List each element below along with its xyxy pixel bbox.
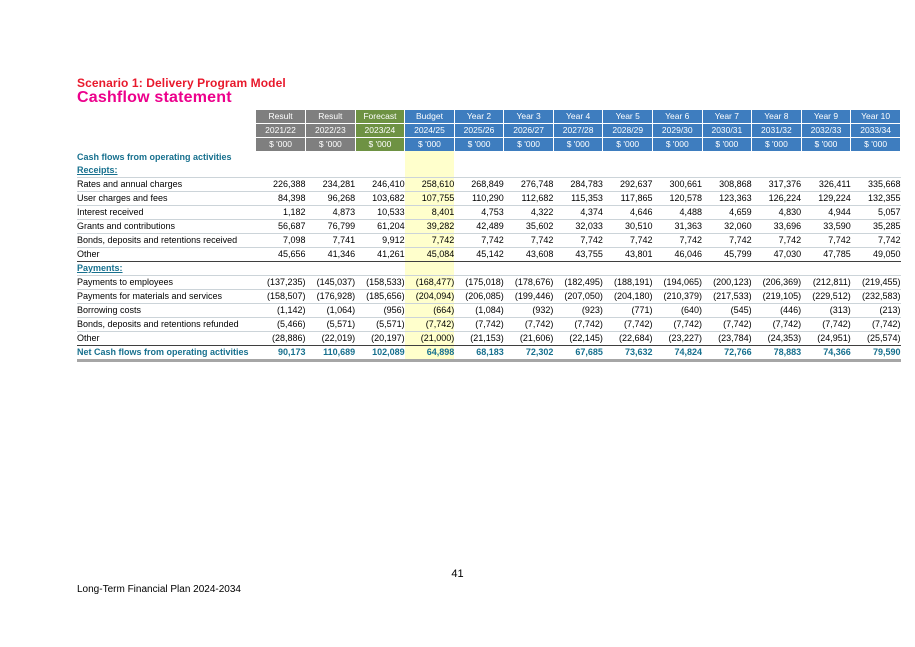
cell-value: (217,533) <box>702 290 752 304</box>
cell-value: 317,376 <box>752 178 802 192</box>
table-row <box>77 248 901 262</box>
column-header-year: 2023/24 <box>355 124 405 138</box>
cell-value: (7,742) <box>405 318 455 332</box>
cell-value <box>405 151 455 164</box>
row-label: Payments: <box>77 262 256 276</box>
header-blank-cell <box>77 110 256 124</box>
cell-value: 276,748 <box>504 178 554 192</box>
cell-value: 45,084 <box>405 248 455 262</box>
cell-value: 47,030 <box>752 248 802 262</box>
column-header-year: 2033/34 <box>851 124 901 138</box>
cell-value: 31,363 <box>653 220 703 234</box>
cell-value: (175,018) <box>454 276 504 290</box>
cell-value: 4,659 <box>702 206 752 220</box>
cell-value: 129,224 <box>801 192 851 206</box>
cell-value <box>653 151 703 164</box>
cell-value: (199,446) <box>504 290 554 304</box>
column-header-unit: $ '000 <box>504 138 554 152</box>
cell-value <box>256 164 306 178</box>
cell-value: 43,801 <box>603 248 653 262</box>
cell-value <box>454 151 504 164</box>
cell-value: (23,784) <box>702 332 752 346</box>
cell-value <box>256 262 306 276</box>
cell-value <box>801 151 851 164</box>
table-row <box>77 234 901 248</box>
cell-value: (206,085) <box>454 290 504 304</box>
cell-value <box>355 262 405 276</box>
cell-value <box>653 262 703 276</box>
cell-value: 67,685 <box>553 346 603 361</box>
column-header-year: 2031/32 <box>752 124 802 138</box>
cell-value: 7,742 <box>851 234 901 248</box>
cell-value: (7,742) <box>653 318 703 332</box>
cell-value: (188,191) <box>603 276 653 290</box>
cell-value: 4,830 <box>752 206 802 220</box>
cell-value: (923) <box>553 304 603 318</box>
cell-value: 7,742 <box>454 234 504 248</box>
cell-value: (7,742) <box>752 318 802 332</box>
cell-value: (204,180) <box>603 290 653 304</box>
cell-value: (23,227) <box>653 332 703 346</box>
cell-value: (956) <box>355 304 405 318</box>
cell-value: (7,742) <box>801 318 851 332</box>
cell-value: 68,183 <box>454 346 504 361</box>
cell-value: 41,346 <box>306 248 356 262</box>
column-header-year: 2028/29 <box>603 124 653 138</box>
cell-value: 226,388 <box>256 178 306 192</box>
cell-value: 90,173 <box>256 346 306 361</box>
cell-value: 8,401 <box>405 206 455 220</box>
cell-value <box>553 164 603 178</box>
cell-value: 72,302 <box>504 346 554 361</box>
row-label: Other <box>77 332 256 346</box>
column-header-unit: $ '000 <box>306 138 356 152</box>
cell-value <box>653 164 703 178</box>
row-label: Net Cash flows from operating activities <box>77 346 256 361</box>
cell-value: 7,742 <box>405 234 455 248</box>
cell-value: 45,656 <box>256 248 306 262</box>
cell-value: 7,742 <box>801 234 851 248</box>
cell-value: (194,065) <box>653 276 703 290</box>
cell-value: (21,153) <box>454 332 504 346</box>
cell-value: (182,495) <box>553 276 603 290</box>
column-header-unit: $ '000 <box>851 138 901 152</box>
cell-value: (1,142) <box>256 304 306 318</box>
cell-value <box>553 151 603 164</box>
cell-value: (176,928) <box>306 290 356 304</box>
cell-value <box>702 151 752 164</box>
cell-value: 117,865 <box>603 192 653 206</box>
cell-value: 41,261 <box>355 248 405 262</box>
column-header-label: Year 2 <box>454 110 504 124</box>
cell-value: 7,742 <box>553 234 603 248</box>
column-header-year: 2030/31 <box>702 124 752 138</box>
cell-value: (204,094) <box>405 290 455 304</box>
cell-value: 39,282 <box>405 220 455 234</box>
cell-value: 284,783 <box>553 178 603 192</box>
page-title: Cashflow statement <box>77 89 232 106</box>
column-header-year: 2027/28 <box>553 124 603 138</box>
cell-value: 4,322 <box>504 206 554 220</box>
column-header-unit: $ '000 <box>454 138 504 152</box>
cell-value <box>355 151 405 164</box>
cell-value <box>752 262 802 276</box>
column-header-year: 2022/23 <box>306 124 356 138</box>
cell-value: 103,682 <box>355 192 405 206</box>
cell-value <box>405 262 455 276</box>
cell-value: (24,353) <box>752 332 802 346</box>
cell-value: 43,608 <box>504 248 554 262</box>
cell-value <box>504 262 554 276</box>
row-label: Rates and annual charges <box>77 178 256 192</box>
cell-value: 64,898 <box>405 346 455 361</box>
cell-value: (7,742) <box>553 318 603 332</box>
column-header-unit: $ '000 <box>653 138 703 152</box>
cell-value: 258,610 <box>405 178 455 192</box>
column-header-label: Result <box>256 110 306 124</box>
cell-value: 7,742 <box>504 234 554 248</box>
cell-value: 7,741 <box>306 234 356 248</box>
column-header-label: Year 4 <box>553 110 603 124</box>
cell-value: 35,285 <box>851 220 901 234</box>
cell-value <box>752 151 802 164</box>
cell-value: 4,374 <box>553 206 603 220</box>
cell-value <box>851 164 901 178</box>
cell-value: (1,064) <box>306 304 356 318</box>
table-row <box>77 332 901 346</box>
column-header-label: Result <box>306 110 356 124</box>
cell-value: 4,873 <box>306 206 356 220</box>
table-row <box>77 304 901 318</box>
column-header-label: Year 9 <box>801 110 851 124</box>
column-header-unit: $ '000 <box>752 138 802 152</box>
cell-value <box>603 151 653 164</box>
cell-value: (210,379) <box>653 290 703 304</box>
cell-value: 4,753 <box>454 206 504 220</box>
cell-value: (640) <box>653 304 703 318</box>
cell-value <box>454 262 504 276</box>
cell-value: (22,684) <box>603 332 653 346</box>
column-header-label: Year 6 <box>653 110 703 124</box>
cell-value: (206,369) <box>752 276 802 290</box>
footer-text: Long-Term Financial Plan 2024-2034 <box>77 584 241 595</box>
cell-value: 112,682 <box>504 192 554 206</box>
row-label: Receipts: <box>77 164 256 178</box>
cell-value: (229,512) <box>801 290 851 304</box>
cell-value: (771) <box>603 304 653 318</box>
table-row <box>77 318 901 332</box>
column-header-label: Year 8 <box>752 110 802 124</box>
cell-value: (22,019) <box>306 332 356 346</box>
cell-value: 123,363 <box>702 192 752 206</box>
page-number: 41 <box>451 568 464 580</box>
table-row <box>77 276 901 290</box>
cell-value: 292,637 <box>603 178 653 192</box>
cell-value: (22,145) <box>553 332 603 346</box>
cell-value: (200,123) <box>702 276 752 290</box>
cell-value: (932) <box>504 304 554 318</box>
cell-value <box>504 164 554 178</box>
table-row <box>77 290 901 304</box>
cell-value: 7,742 <box>702 234 752 248</box>
row-label: Bonds, deposits and retentions received <box>77 234 256 248</box>
cell-value: 4,488 <box>653 206 703 220</box>
table-row <box>77 164 901 178</box>
header-blank-cell <box>77 138 256 152</box>
row-label: Cash flows from operating activities <box>77 152 232 162</box>
cell-value: 46,046 <box>653 248 703 262</box>
cell-value: (7,742) <box>504 318 554 332</box>
cell-value: 132,355 <box>851 192 901 206</box>
cell-value: 30,510 <box>603 220 653 234</box>
cell-value: 32,060 <box>702 220 752 234</box>
row-label: Payments to employees <box>77 276 256 290</box>
cell-value: 32,033 <box>553 220 603 234</box>
cell-value: (21,000) <box>405 332 455 346</box>
column-header-unit: $ '000 <box>801 138 851 152</box>
cell-value: (137,235) <box>256 276 306 290</box>
table-row <box>77 346 901 361</box>
cell-value: 300,661 <box>653 178 703 192</box>
cell-value: (158,533) <box>355 276 405 290</box>
cell-value: (213) <box>851 304 901 318</box>
column-header-label: Forecast <box>355 110 405 124</box>
cell-value: 78,883 <box>752 346 802 361</box>
cell-value: 35,602 <box>504 220 554 234</box>
column-header-year: 2029/30 <box>653 124 703 138</box>
cell-value: (178,676) <box>504 276 554 290</box>
cell-value: 5,057 <box>851 206 901 220</box>
cell-value: (7,742) <box>454 318 504 332</box>
cell-value <box>801 262 851 276</box>
cell-value: (25,574) <box>851 332 901 346</box>
header-blank-cell <box>77 124 256 138</box>
cell-value <box>801 164 851 178</box>
cell-value: 73,632 <box>603 346 653 361</box>
row-label: Bonds, deposits and retentions refunded <box>77 318 256 332</box>
cell-value: 107,755 <box>405 192 455 206</box>
cell-value: (1,084) <box>454 304 504 318</box>
cell-value <box>553 262 603 276</box>
cell-value: 33,590 <box>801 220 851 234</box>
cell-value: 234,281 <box>306 178 356 192</box>
cell-value: 56,687 <box>256 220 306 234</box>
row-label: Grants and contributions <box>77 220 256 234</box>
cell-value <box>702 262 752 276</box>
cell-value: 49,050 <box>851 248 901 262</box>
cell-value: (20,197) <box>355 332 405 346</box>
cell-value: (212,811) <box>801 276 851 290</box>
cell-value: 84,398 <box>256 192 306 206</box>
table-row <box>77 151 901 164</box>
cell-value: 102,089 <box>355 346 405 361</box>
cell-value: 96,268 <box>306 192 356 206</box>
column-header-unit: $ '000 <box>405 138 455 152</box>
cell-value: 335,668 <box>851 178 901 192</box>
cell-value: 43,755 <box>553 248 603 262</box>
cell-value: 110,689 <box>306 346 356 361</box>
cell-value: 1,182 <box>256 206 306 220</box>
cell-value: 45,799 <box>702 248 752 262</box>
cell-value <box>355 164 405 178</box>
cell-value: 110,290 <box>454 192 504 206</box>
cell-value <box>603 164 653 178</box>
column-header-label: Budget <box>405 110 455 124</box>
cell-value <box>504 151 554 164</box>
column-header-year: 2021/22 <box>256 124 306 138</box>
cell-value: (158,507) <box>256 290 306 304</box>
table-row <box>77 220 901 234</box>
cell-value: 7,098 <box>256 234 306 248</box>
row-label: User charges and fees <box>77 192 256 206</box>
cell-value: 126,224 <box>752 192 802 206</box>
cell-value: 7,742 <box>603 234 653 248</box>
column-header-year: 2024/25 <box>405 124 455 138</box>
cell-value <box>454 164 504 178</box>
cell-value: (7,742) <box>702 318 752 332</box>
cell-value: (5,571) <box>355 318 405 332</box>
column-header-year: 2025/26 <box>454 124 504 138</box>
cell-value: (5,571) <box>306 318 356 332</box>
cell-value: 7,742 <box>653 234 703 248</box>
cell-value <box>851 262 901 276</box>
row-label: Other <box>77 248 256 262</box>
cell-value: (7,742) <box>851 318 901 332</box>
cell-value <box>256 151 306 164</box>
cell-value: 308,868 <box>702 178 752 192</box>
column-header-unit: $ '000 <box>702 138 752 152</box>
cell-value <box>306 151 356 164</box>
cell-value: (313) <box>801 304 851 318</box>
cell-value <box>752 164 802 178</box>
cell-value: 4,944 <box>801 206 851 220</box>
cell-value: 76,799 <box>306 220 356 234</box>
cell-value: (7,742) <box>603 318 653 332</box>
cell-value: 45,142 <box>454 248 504 262</box>
column-header-year: 2026/27 <box>504 124 554 138</box>
cell-value: (5,466) <box>256 318 306 332</box>
cashflow-table <box>77 110 901 362</box>
cell-value: 74,366 <box>801 346 851 361</box>
cell-value: (207,050) <box>553 290 603 304</box>
cell-value: (145,037) <box>306 276 356 290</box>
cell-value: 61,204 <box>355 220 405 234</box>
cell-value: 4,646 <box>603 206 653 220</box>
column-header-unit: $ '000 <box>256 138 306 152</box>
cell-value: 74,824 <box>653 346 703 361</box>
cell-value: (545) <box>702 304 752 318</box>
table-row <box>77 262 901 276</box>
column-header-label: Year 5 <box>603 110 653 124</box>
cell-value: (28,886) <box>256 332 306 346</box>
column-header-unit: $ '000 <box>553 138 603 152</box>
cell-value: 72,766 <box>702 346 752 361</box>
cell-value: 268,849 <box>454 178 504 192</box>
cell-value: 9,912 <box>355 234 405 248</box>
table-row <box>77 192 901 206</box>
scenario-title: Scenario 1: Delivery Program Model <box>77 76 286 90</box>
row-label: Borrowing costs <box>77 304 256 318</box>
cell-value <box>702 164 752 178</box>
cell-value: 7,742 <box>752 234 802 248</box>
cell-value: (446) <box>752 304 802 318</box>
cell-value <box>851 151 901 164</box>
cell-value: 120,578 <box>653 192 703 206</box>
cell-value: 326,411 <box>801 178 851 192</box>
cell-value: (168,477) <box>405 276 455 290</box>
cell-value: 79,590 <box>851 346 901 361</box>
column-header-unit: $ '000 <box>603 138 653 152</box>
table-row <box>77 178 901 192</box>
column-header-label: Year 3 <box>504 110 554 124</box>
cell-value: (24,951) <box>801 332 851 346</box>
cell-value: 47,785 <box>801 248 851 262</box>
cell-value <box>405 164 455 178</box>
cell-value: 33,696 <box>752 220 802 234</box>
cell-value: (219,105) <box>752 290 802 304</box>
cell-value: 10,533 <box>355 206 405 220</box>
row-label: Interest received <box>77 206 256 220</box>
cell-value: 246,410 <box>355 178 405 192</box>
cell-value <box>306 164 356 178</box>
cell-value: 115,353 <box>553 192 603 206</box>
cell-value: (21,606) <box>504 332 554 346</box>
cell-value: 42,489 <box>454 220 504 234</box>
cell-value <box>306 262 356 276</box>
column-header-year: 2032/33 <box>801 124 851 138</box>
cell-value <box>603 262 653 276</box>
column-header-unit: $ '000 <box>355 138 405 152</box>
cell-value: (664) <box>405 304 455 318</box>
column-header-label: Year 10 <box>851 110 901 124</box>
cell-value: (185,656) <box>355 290 405 304</box>
cell-value: (232,583) <box>851 290 901 304</box>
table-row <box>77 206 901 220</box>
column-header-label: Year 7 <box>702 110 752 124</box>
cell-value: (219,455) <box>851 276 901 290</box>
row-label: Payments for materials and services <box>77 290 256 304</box>
